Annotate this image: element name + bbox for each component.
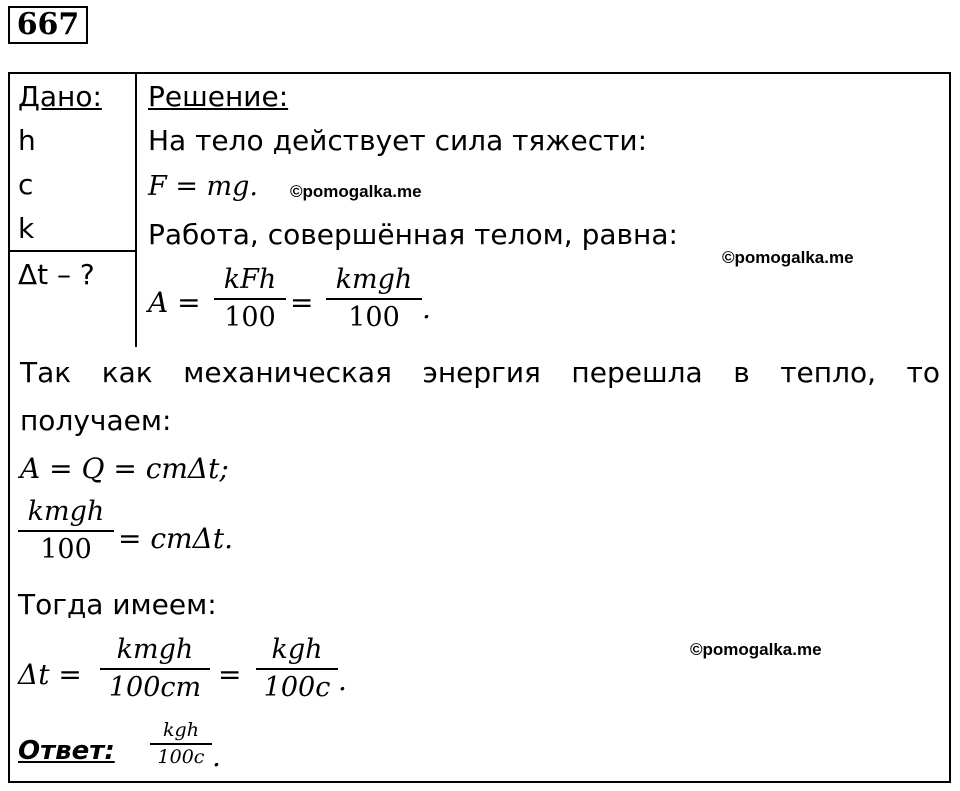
- answer-fraction: [150, 718, 212, 770]
- solution-line-1: На тело действует сила тяжести:: [148, 124, 648, 157]
- watermark: ©pomogalka.me: [690, 640, 822, 659]
- problem-number: 667: [8, 6, 88, 44]
- fraction-numerator: kmgh: [27, 496, 105, 527]
- fraction-denominator: 100: [40, 534, 92, 565]
- fraction-denominator: 100c: [157, 746, 205, 768]
- fraction-numerator: kFh: [223, 264, 277, 295]
- equals-sign: =: [218, 658, 242, 691]
- fraction-numerator: kgh: [163, 719, 199, 741]
- watermark: ©pomogalka.me: [290, 182, 422, 201]
- watermark: ©pomogalka.me: [722, 248, 854, 267]
- answer-end: .: [212, 740, 221, 773]
- equation-3: A = Q = cmΔt;: [20, 452, 229, 485]
- equation-5-end: .: [338, 664, 347, 697]
- equation-2-end: .: [422, 292, 431, 325]
- paragraph-line-2: получаем:: [20, 404, 172, 437]
- find-item: Δt – ?: [18, 258, 95, 291]
- fraction-denominator: 100c: [263, 672, 331, 703]
- fraction-denominator: 100: [224, 302, 276, 333]
- equation-4-rhs: = cmΔt.: [118, 522, 233, 555]
- solution-title: Решение:: [148, 80, 289, 113]
- given-title: Дано:: [18, 80, 102, 113]
- given-item-k: k: [18, 212, 35, 245]
- given-divider: [135, 72, 137, 347]
- equation-5-lhs: Δt =: [18, 658, 82, 691]
- equals-sign: =: [290, 286, 314, 319]
- paragraph-line-1: Так как механическая энергия перешла в тепло, то: [20, 356, 940, 389]
- find-divider: [8, 250, 136, 252]
- solution-line-2: Работа, совершённая телом, равна:: [148, 218, 678, 251]
- fraction-numerator: kgh: [271, 634, 323, 665]
- fraction-numerator: kmgh: [335, 264, 413, 295]
- equation-4-fraction: [18, 494, 114, 568]
- equation-2-lhs: A =: [148, 286, 201, 319]
- equation-2-fraction-1: [214, 262, 286, 336]
- equation-5-fraction-1: [100, 632, 210, 706]
- given-item-h: h: [18, 124, 36, 157]
- equation-2-fraction-2: [326, 262, 422, 336]
- solution-line-3: Тогда имеем:: [18, 588, 217, 621]
- fraction-numerator: kmgh: [116, 634, 194, 665]
- fraction-denominator: 100: [348, 302, 400, 333]
- given-item-c: c: [18, 168, 34, 201]
- equation-5-fraction-2: [256, 632, 338, 706]
- equation-1: F = mg.: [148, 171, 258, 202]
- fraction-denominator: 100cm: [108, 672, 202, 703]
- answer-label: Ответ:: [18, 736, 115, 766]
